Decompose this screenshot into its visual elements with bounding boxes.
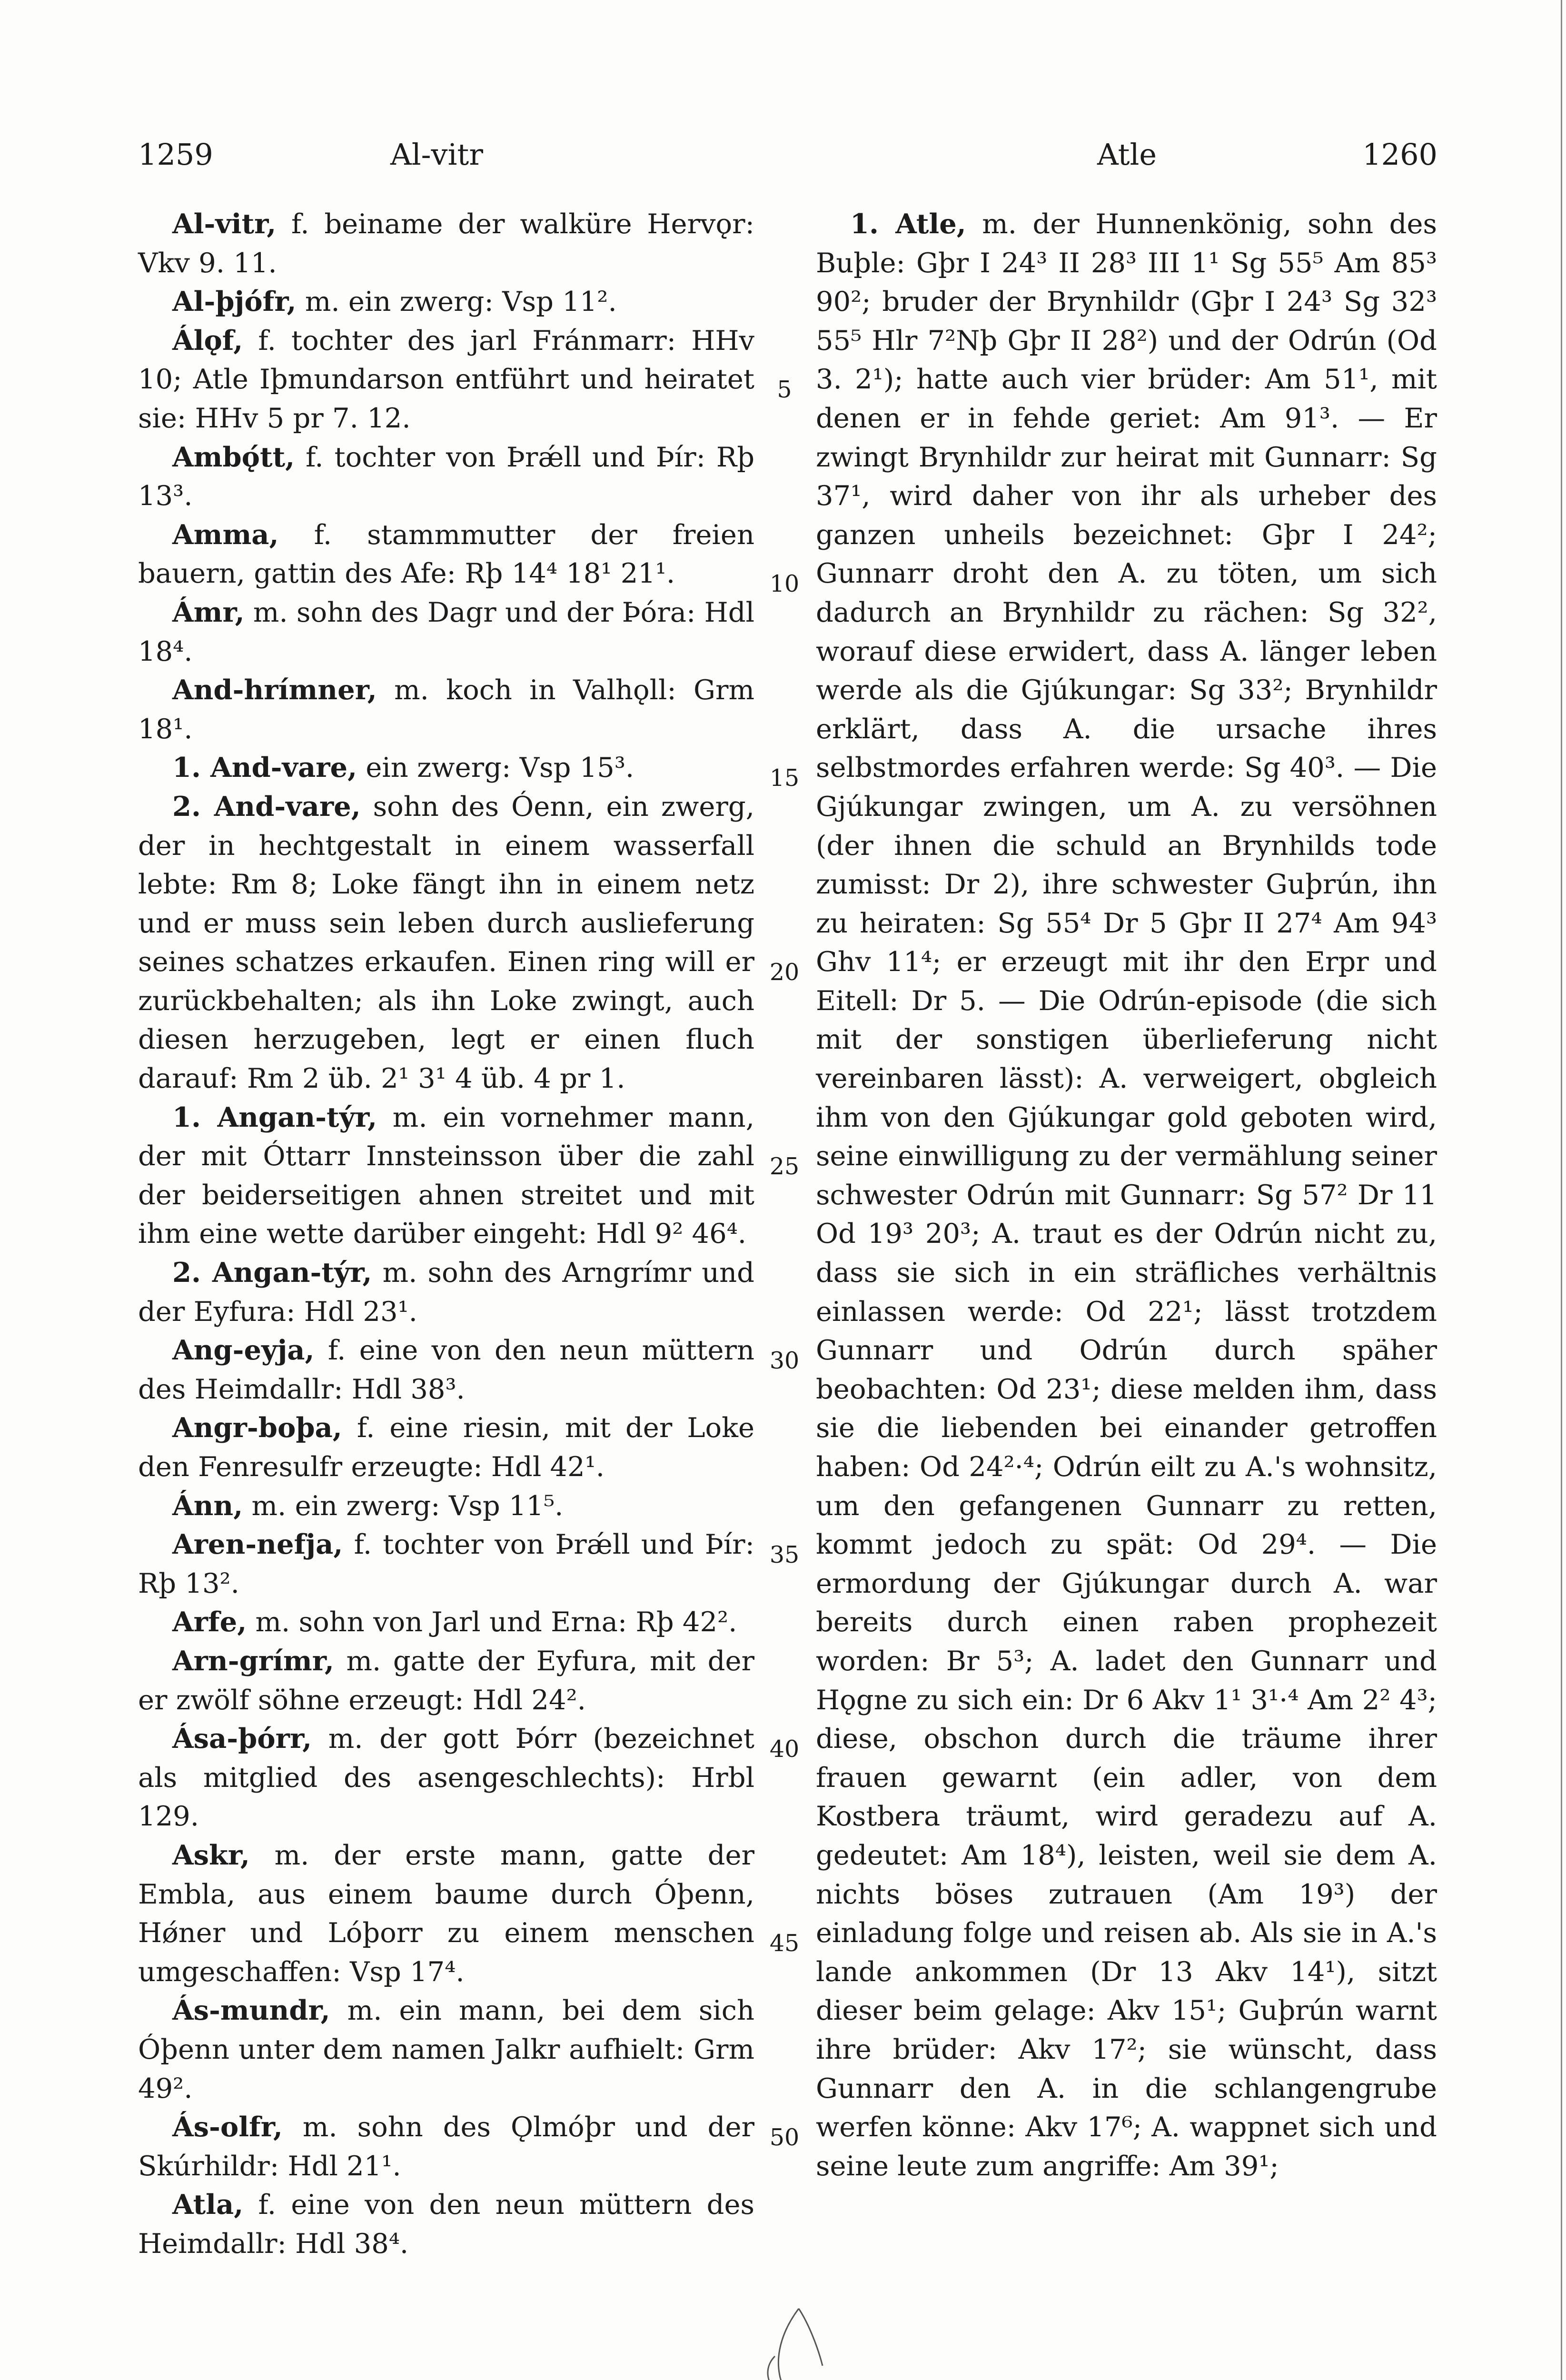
dictionary-entry [138,2108,754,2185]
left-column [138,205,754,2263]
entry-definition: m. koch in Valhǫll: Grm 18¹. [138,674,754,745]
entry-headword: 1. Atle, [850,208,966,240]
entry-definition: m. ein zwerg: Vsp 11⁵. [243,1489,564,1522]
entry-headword: Ang-eyja, [172,1334,315,1367]
dictionary-entry [138,1642,754,1719]
line-number: 40 [769,1735,800,1763]
entry-headword: 1. Angan-týr, [172,1101,377,1133]
running-title-left: Al-vitr [390,137,483,172]
entry-definition: f. tochter des jarl Fránmarr: HHv 10; Atle Iþmundarson entführt und heiratet sie: HHv 5 pr 7. 12. [138,324,754,434]
entry-headword: Amma, [172,518,279,551]
entry-headword: Ánn, [172,1489,243,1522]
entry-headword: Ása-þórr, [172,1722,312,1755]
entry-headword: Al-þjófr, [172,285,297,318]
line-number: 10 [769,570,800,597]
entry-headword: Atla, [172,2188,244,2221]
dictionary-entry [138,438,754,516]
line-number: 25 [769,1153,800,1180]
entry-definition: m. ein zwerg: Vsp 11². [296,286,617,318]
line-number: 30 [769,1347,800,1374]
entry-definition: m. der gott Þórr (bezeichnet als mitglied des asengeschlechts): Hrbl 129. [138,1723,754,1833]
entry-definition: m. der erste mann, gatte der Embla, aus einem baume durch Óþenn, Hǿner und Lóþorr zu einem menschen umgeschaffen: Vsp 17⁴. [138,1839,754,1988]
entry-headword: Álǫf, [172,324,243,357]
line-number: 35 [769,1541,800,1568]
dictionary-entry [138,1719,754,1836]
dictionary-entry [138,1098,754,1253]
running-title-right: Atle [1097,137,1157,172]
dictionary-entry [138,282,754,321]
dictionary-entry [138,205,754,282]
page-edge-line [1561,0,1562,2380]
entry-headword: Arn-grímr, [172,1644,334,1677]
entry-definition: m. gatte der Eyfura, mit der er zwölf söhne erzeugt: Hdl 24². [138,1645,754,1716]
entry-definition: f. stammmutter der freien bauern, gattin des Afe: Rþ 14⁴ 18¹ 21¹. [138,518,754,590]
entry-definition: m. sohn von Jarl und Erna: Rþ 42². [247,1606,737,1638]
entry-headword: Ás-olfr, [172,2111,283,2143]
entry-definition: f. eine von den neun müttern des Heimdallr: Hdl 38³. [138,1334,754,1405]
entry-headword: Ás-mundr, [172,1994,330,2027]
entry-headword: 1. And-vare, [172,751,357,784]
entry-definition: m. ein mann, bei dem sich Óþenn unter dem namen Jalkr aufhielt: Grm 49². [138,1994,754,2104]
entry-definition: f. eine riesin, mit der Loke den Fenresulfr erzeugte: Hdl 42¹. [138,1412,754,1483]
entry-headword: Arfe, [172,1606,247,1638]
entry-headword: Al-vitr, [172,208,277,240]
entry-definition: f. eine von den neun müttern des Heimdallr: Hdl 38⁴. [138,2189,754,2260]
line-number: 15 [769,764,800,792]
right-column [816,205,1437,2185]
entry-definition: m. sohn des Dagr und der Þóra: Hdl 18⁴. [138,596,754,667]
entry-definition: m. der Hunnenkönig, sohn des Buþle: Gþr I 24³ II 28³ III 1¹ Sg 55⁵ Am 85³ 90²; bruder der Brynhildr (Gþr I 24³ Sg 32³ 55⁵ Hlr 7²Nþ Gþr II 28²) und der Odrún (Od 3. 2¹); hatte auch vier brüder: Am 51¹, mit denen er in fehde geriet: Am 91³. — Er zwingt Brynhildr zur heirat mit Gunnarr: Sg 37¹, wird daher von ihr als urheber des ganzen unheils bezeichnet: Gþr I 24²; Gunnarr droht den A. zu töten, um sich dadurch an Brynhildr zu rächen: Sg 32², worauf diese erwidert, dass A. länger leben werde als die Gjúkungar: Sg 33²; Brynhildr erklärt, dass A. die ursache ihres selbstmordes erfahren werde: Sg 40³. — Die Gjúkungar zwingen, um A. zu versöhnen (der ihnen die schuld an Brynhilds tode zumisst: Dr 2), ihre schwester Guþrún, ihn zu heiraten: Sg 55⁴ Dr 5 Gþr II 27⁴ Am 94³ Ghv 11⁴; er erzeugt mit ihr den Erpr und Eitell: Dr 5. — Die Odrún-episode (die sich mit der sonstigen überlieferung nicht vereinbaren lässt): A. verweigert, obgleich ihm von den Gjúkungar gold geboten wird, seine einwilligung zu der vermählung seiner schwester Odrún mit Gunnarr: Sg 57² Dr 11 Od 19³ 20³; A. traut es der Odrún nicht zu, dass sie sich in ein sträfliches verhältnis einlassen werde: Od 22¹; lässt trotzdem Gunnarr und Odrún durch späher beobachten: Od 23¹; diese melden ihm, dass sie die liebenden bei einander getroffen haben: Od 24²·⁴; Odrún eilt zu A.'s wohnsitz, um den gefangenen Gunnarr zu retten, kommt jedoch zu spät: Od 29⁴. — Die ermordung der Gjúkungar durch A. war bereits durch einen raben prophezeit worden: Br 5³; A. ladet den Gunnarr und Hǫgne zu sich ein: Dr 6 Akv 1¹ 3¹·⁴ Am 2² 4³; diese, obschon durch die träume ihrer frauen gewarnt (ein adler, von dem Kostbera träumt, wird geradezu auf A. gedeutet: Am 18⁴), leisten, weil sie dem A. nichts böses zutrauen (Am 19³) der einladung folge und reisen ab. Als sie in A.'s lande ankommen (Dr 13 Akv 14¹), sitzt dieser beim gelage: Akv 15¹; Guþrún warnt ihre brüder: Akv 17²; sie wünscht, dass Gunnarr den A. in die schlangengrube werfen könne: Akv 17⁶; A. wappnet sich und seine leute zum angriffe: Am 39¹; [816,208,1437,2182]
entry-definition: f. tochter von Þrǽll und Þír: Rþ 13³. [138,441,754,512]
entry-definition: m. ein vornehmer mann, der mit Óttarr Innsteinsson über die zahl der beiderseitigen ahnen streitet und mit ihm eine wette darüber eingeht: Hdl 9² 46⁴. [138,1101,754,1250]
dictionary-entry [138,1331,754,1408]
line-number: 20 [769,959,800,986]
stamp-mark [746,2299,851,2380]
line-number: 50 [769,2124,800,2151]
page-header [138,137,1437,189]
dictionary-entry [816,205,1437,2185]
entry-headword: Ambǫ́tt, [172,440,295,473]
dictionary-entry [138,1836,754,1991]
entry-definition: m. sohn des Ǫlmóþr und der Skúrhildr: Hdl 21¹. [138,2111,754,2182]
entry-headword: And-hrímner, [172,674,377,706]
entry-headword: Angr-boþa, [172,1411,342,1444]
dictionary-entry [138,516,754,593]
entry-headword: Ámr, [172,595,245,628]
page-number-right: 1260 [1362,137,1437,172]
line-number: 45 [769,1930,800,1957]
entry-headword: Aren-nefja, [172,1528,343,1561]
entry-headword: 2. Angan-týr, [172,1256,372,1289]
entry-definition: sohn des Óenn, ein zwerg, der in hechtgestalt in einem wasserfall lebte: Rm 8; Loke fängt ihn in einem netz und er muss sein leben durch auslieferung seines schatzes erkaufen. Einen ring will er zurückbehalten; als ihn Loke zwingt, auch diesen herzugeben, legt er einen fluch darauf: Rm 2 üb. 2¹ 3¹ 4 üb. 4 pr 1. [138,790,754,1095]
page-number-left: 1259 [138,137,213,172]
dictionary-entry [138,1408,754,1486]
dictionary-entry [138,593,754,671]
entry-headword: 2. And-vare, [172,790,361,823]
entry-headword: Askr, [172,1838,250,1871]
entry-definition: ein zwerg: Vsp 15³. [357,752,634,784]
dictionary-entry [138,321,754,438]
dictionary-entry [138,1253,754,1331]
dictionary-entry [138,1487,754,1526]
dictionary-entry [138,1603,754,1642]
dictionary-entry [138,787,754,1098]
entry-definition: f. beiname der walküre Hervǫr: Vkv 9. 11. [138,208,754,279]
dictionary-entry [138,1525,754,1603]
dictionary-entry [138,1991,754,2108]
entry-definition: f. tochter von Þrǽll und Þír: Rþ 13². [138,1528,754,1599]
dictionary-entry [138,671,754,748]
dictionary-entry [138,2185,754,2263]
dictionary-entry [138,748,754,787]
line-number: 5 [777,376,792,403]
entry-definition: m. sohn des Arngrímr und der Eyfura: Hdl 23¹. [138,1257,754,1328]
